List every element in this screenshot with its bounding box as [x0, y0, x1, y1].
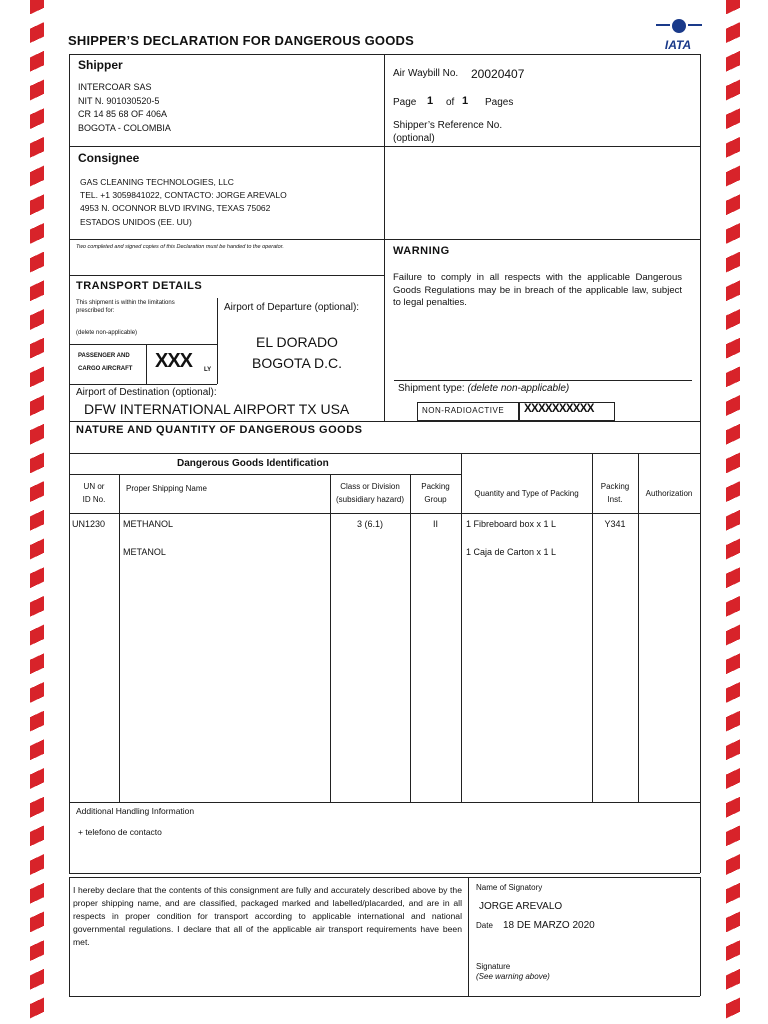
col-psn-header: Proper Shipping Name: [126, 484, 207, 493]
frame-center: [384, 54, 385, 421]
shipper-heading: Shipper: [78, 58, 123, 72]
date-label: Date: [476, 921, 493, 930]
cargo-only-fragment: LY: [204, 367, 212, 373]
col-pi-header: Packing Inst.: [600, 482, 630, 504]
col-qty-header: Quantity and Type of Packing: [474, 489, 579, 498]
row-un: UN1230: [72, 519, 106, 529]
signature-note: (See warning above): [476, 972, 550, 981]
row-qty: 1 Caja de Carton x 1 L: [466, 547, 557, 557]
shipment-type-note: (delete non-applicable): [467, 383, 570, 394]
shipper-line: CR 14 85 68 OF 406A: [78, 109, 168, 119]
shipment-type-text: Shipment type:: [398, 383, 465, 394]
row-pi: Y341: [604, 519, 626, 529]
limitations-note: This shipment is within the limitations: [76, 300, 175, 306]
delete-note: (delete non-applicable): [76, 330, 138, 336]
warning-text: Failure to comply in all respects with the applicable Dangerous Goods Regulations may be in breach of the applicable law, subject to legal penalties.: [393, 272, 682, 308]
right-hazard-border: [726, 0, 740, 1024]
copies-note: Two completed and signed copies of this Declaration must be handed to the operator.: [76, 244, 284, 250]
pages-label: Pages: [485, 97, 514, 108]
strike-mark: XXX: [155, 350, 193, 372]
consignee-line: ESTADOS UNIDOS (EE. UU): [80, 217, 192, 227]
consignee-line: TEL. +1 3059841022, CONTACTO: JORGE AREVALO: [80, 190, 287, 200]
awb-number: 20020407: [471, 67, 525, 81]
transport-heading: TRANSPORT DETAILS: [76, 280, 203, 292]
shipper-ref-optional: (optional): [393, 133, 435, 144]
limitations-note-2: prescribed for:: [76, 308, 115, 314]
frame-left: [69, 54, 70, 873]
globe-icon: [672, 19, 686, 33]
row-class: 3 (6.1): [356, 519, 383, 529]
page-total: 1: [462, 95, 469, 107]
shipper-ref-label: Shipper’s Reference No.: [393, 120, 503, 131]
passenger-cargo-label: PASSENGER AND: [78, 353, 130, 359]
col-un-header: UN or ID No.: [82, 482, 106, 504]
row-name: METHANOL: [123, 519, 174, 529]
col-pg-header: Packing Group: [421, 482, 450, 504]
declaration-text: I hereby declare that the contents of this consignment are fully and accurately described above by the proper shipping name, and are classified, packaged marked and labelled/placarded, and are in all respects in proper condition for transport according to applicable international and national governmental regulations. I declare that all of the applicable air transport requirements have been met.: [73, 885, 462, 947]
col-class-header: Class or Division (subsidiary hazard): [335, 482, 405, 504]
departure-label: Airport of Departure (optional):: [224, 302, 360, 313]
of-label: of: [446, 97, 455, 108]
row-pg: II: [432, 519, 438, 529]
departure-value-2: BOGOTA D.C.: [252, 355, 342, 371]
destination-label: Airport of Destination (optional):: [76, 387, 217, 398]
consignee-line: GAS CLEANING TECHNOLOGIES, LLC: [80, 177, 234, 187]
row-name: METANOL: [123, 547, 166, 557]
dg-identification-heading: Dangerous Goods Identification: [177, 458, 329, 469]
document-title: SHIPPER’S DECLARATION FOR DANGEROUS GOODS: [68, 33, 414, 48]
passenger-cargo-label-2: CARGO AIRCRAFT: [78, 366, 133, 372]
consignee-heading: Consignee: [78, 151, 140, 165]
iata-logo: [654, 18, 704, 52]
page-number: 1: [427, 95, 434, 107]
consignee-line: 4953 N. OCONNOR BLVD IRVING, TEXAS 75062: [80, 203, 271, 213]
shipper-line: BOGOTA - COLOMBIA: [78, 123, 171, 133]
non-radioactive-label: NON-RADIOACTIVE: [422, 406, 505, 415]
left-hazard-border: [30, 0, 44, 1024]
warning-heading: WARNING: [393, 245, 450, 257]
page-label: Page: [393, 97, 417, 108]
frame-right: [700, 54, 701, 873]
radioactive-struck: XXXXXXXXXX: [524, 403, 594, 415]
departure-value: EL DORADO: [256, 334, 338, 350]
awb-label: Air Waybill No.: [393, 68, 459, 79]
nature-heading: NATURE AND QUANTITY OF DANGEROUS GOODS: [76, 424, 363, 436]
logo-text: IATA: [664, 38, 692, 52]
signatory-value: JORGE AREVALO: [479, 901, 563, 912]
row-qty: 1 Fibreboard box x 1 L: [466, 519, 557, 529]
signatory-label: Name of Signatory: [476, 883, 543, 892]
handling-label: Additional Handling Information: [76, 806, 195, 816]
shipper-line: NIT N. 901030520-5: [78, 96, 160, 106]
shipment-type-label: [398, 383, 569, 394]
shipper-line: INTERCOAR SAS: [78, 82, 152, 92]
col-auth-header: Authorization: [645, 489, 693, 498]
handling-text: + telefono de contacto: [78, 827, 162, 837]
date-value: 18 DE MARZO 2020: [503, 920, 595, 931]
destination-value: DFW INTERNATIONAL AIRPORT TX USA: [84, 401, 350, 417]
signature-label: Signature: [476, 962, 511, 971]
